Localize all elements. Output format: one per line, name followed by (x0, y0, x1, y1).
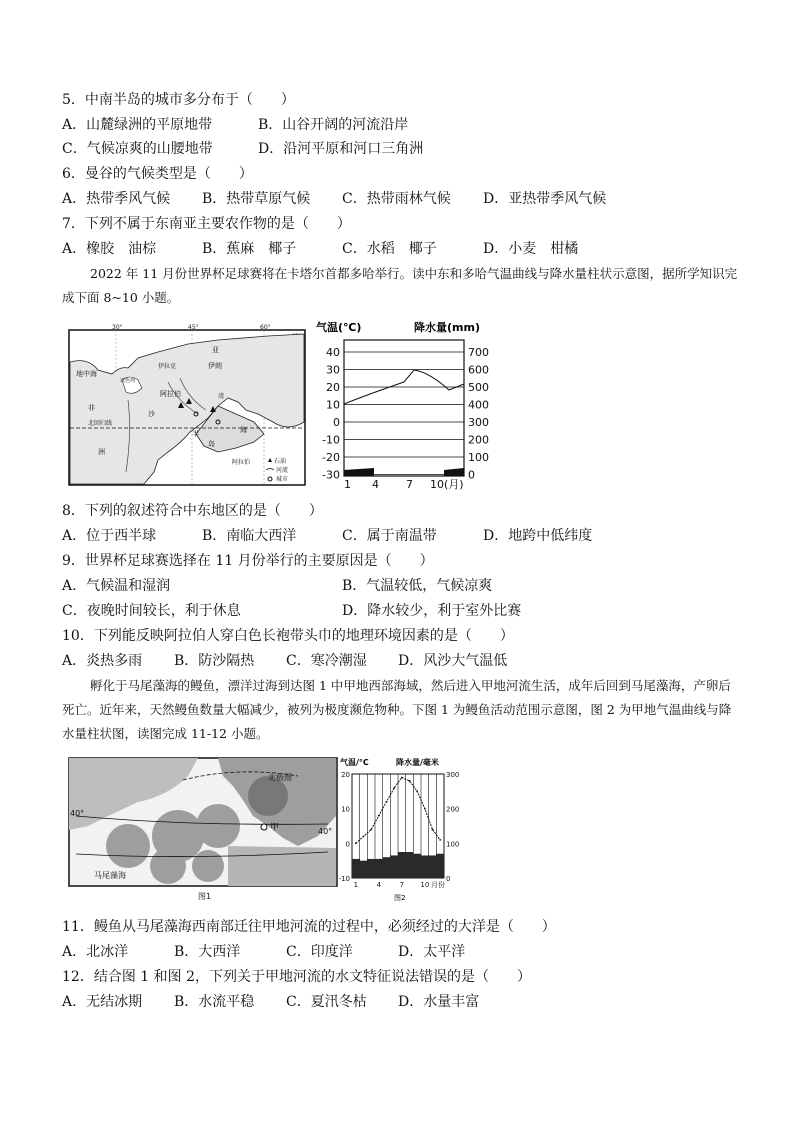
chart1-left-tick: -20 (322, 451, 340, 464)
chart2-month-tick: 10 (420, 881, 430, 889)
chart2-right-tick: 0 (446, 875, 451, 883)
chart2-precip-bar (375, 859, 383, 878)
chart1-left-tick: 10 (326, 398, 340, 412)
q8-option-b[interactable]: B．南临大西洋 (202, 528, 297, 544)
chart1-month-tick: 7 (406, 478, 413, 491)
q12-option-d[interactable]: D．水量丰富 (398, 994, 480, 1010)
chart1-temp-label: 气温(℃) (316, 321, 362, 334)
q5-stem: 5．中南半岛的城市多分布于（ ） (62, 92, 295, 108)
q10-option-b[interactable]: B．防沙隔热 (174, 653, 255, 669)
chart2-temp-point (416, 790, 418, 792)
q9-option-c[interactable]: C．夜晚时间较长，利于休息 (62, 603, 241, 619)
map1-legend-oil: 石油 (274, 458, 287, 465)
chart2-precip-bar (352, 859, 360, 878)
chart1-left-tick: 40 (326, 346, 340, 359)
q12-option-c[interactable]: C．夏汛冬枯 (286, 994, 367, 1010)
map1-place: 沙 (148, 410, 155, 418)
q8-option-c[interactable]: C．属于南温带 (342, 528, 437, 544)
q9-option-a[interactable]: A．气候温和湿润 (62, 578, 171, 594)
chart2-right-tick: 200 (446, 805, 460, 814)
q12-option-b[interactable]: B．水流平稳 (174, 994, 255, 1010)
q10-option-a[interactable]: A．炎热多雨 (62, 653, 143, 669)
chart2-temp-point (355, 842, 357, 844)
map1-place: 半 (192, 430, 199, 438)
q12-stem: 12．结合图 1 和图 2，下列关于甲地河流的水文特征说法错误的是（ ） (62, 969, 531, 985)
map1-legend-river: 河流 (276, 467, 289, 474)
map1-place: 非 (88, 404, 95, 412)
q5-option-a[interactable]: A．山麓绿洲的平原地带 (62, 117, 213, 133)
map2-label-lat: 40° (70, 809, 85, 818)
map1-place: 地中海 (76, 370, 97, 378)
chart2-temp-point (439, 839, 441, 841)
map1-place: 湾 (218, 393, 225, 400)
map1-legend-title: 阿拉伯 (232, 459, 251, 466)
map2-label-arctic-circle: 北极圈 (268, 773, 292, 782)
q10-option-d[interactable]: D．风沙大气温低 (398, 653, 508, 669)
chart2-precip-bar (367, 859, 375, 878)
chart2-precip-bar (429, 855, 437, 878)
chart1-left-tick: -30 (322, 468, 340, 482)
chart1-left-tick: 0 (333, 416, 340, 429)
chart2-left-tick: 0 (345, 840, 350, 849)
q12-option-a[interactable]: A．无结冰期 (62, 994, 143, 1010)
map1-place: 阿拉伯 (160, 390, 181, 398)
doha-climate-chart (314, 320, 510, 494)
chart1-month-tick: 10(月) (430, 478, 464, 491)
chart1-left-tick: -10 (322, 433, 340, 447)
q5-option-d[interactable]: D．沿河平原和河口三角洲 (258, 141, 424, 157)
map1-place: 以色列 (120, 378, 136, 384)
chart2-right-tick: 100 (446, 840, 460, 849)
chart2-precip-label: 降水量/毫米 (396, 758, 439, 767)
q9-option-b[interactable]: B．气温较低，气候凉爽 (342, 578, 493, 594)
chart1-right-tick: 300 (468, 416, 489, 429)
chart2-temp-point (401, 777, 403, 779)
q7-stem: 7．下列不属于东南亚主要农作物的是（ ） (62, 216, 351, 232)
chart2-precip-bar (413, 854, 421, 878)
q7-option-d[interactable]: D．小麦 柑橘 (483, 241, 579, 257)
map2-label-lat: 40° (318, 827, 333, 836)
chart2-precip-bar (398, 852, 406, 878)
chart1-right-tick: 400 (468, 398, 489, 412)
chart2-precip-bar (436, 854, 444, 878)
chart2-temp-point (363, 836, 365, 838)
chart1-precip-label: 降水量(mm) (414, 321, 480, 334)
chart1-right-tick: 100 (468, 451, 489, 464)
chart1-month-tick: 1 (344, 478, 351, 491)
chart2-temp-point (378, 815, 380, 817)
chart2-temp-point (409, 780, 411, 782)
q11-stem: 11．鳗鱼从马尾藻海西南部迁往甲地河流的过程中，必须经过的大洋是（ ） (62, 919, 556, 935)
chart1-right-tick: 700 (468, 346, 489, 359)
chart1-right-tick: 600 (468, 363, 489, 377)
q9-option-d[interactable]: D．降水较少，利于室外比赛 (342, 603, 522, 619)
map1-legend-city: 城市 (276, 476, 289, 483)
chart2-precip-bar (383, 857, 391, 878)
chart2-month-tick: 月份 (431, 881, 445, 889)
chart2-temp-point (393, 787, 395, 789)
figure1-caption: 图1 (198, 892, 212, 901)
q6-option-c[interactable]: C．热带雨林气候 (342, 191, 451, 207)
chart2-precip-bar (360, 861, 368, 878)
q11-option-b[interactable]: B．大西洋 (174, 944, 241, 960)
chart2-left-tick: 10 (341, 805, 350, 814)
chart1-left-tick: 20 (326, 381, 340, 394)
q8-stem: 8．下列的叙述符合中东地区的是（ ） (62, 503, 323, 519)
chart1-right-tick: 0 (468, 468, 475, 482)
map1-place: 亚 (212, 346, 219, 354)
intro-paragraph-1: 2022 年 11 月份世界杯足球赛将在卡塔尔首都多哈举行。读中东和多哈气温曲线与降水量柱状示意图，据所学知识完成下面 8~10 小题。 (62, 266, 738, 305)
chart2-precip-bar (390, 855, 398, 878)
chart1-right-tick: 200 (468, 433, 489, 447)
eel-range-map (68, 756, 338, 906)
map2-label-jia: 甲 (270, 823, 280, 833)
q5-option-b[interactable]: B．山谷开阔的河流沿岸 (258, 117, 409, 133)
chart2-month-tick: 1 (353, 881, 359, 889)
chart2-temp-point (424, 808, 426, 810)
q6-option-d[interactable]: D．亚热带季风气候 (483, 191, 607, 207)
map1-lon-label: 30° (112, 324, 123, 331)
chart2-month-tick: 7 (399, 881, 405, 889)
q6-option-a[interactable]: A．热带季风气候 (62, 191, 171, 207)
map1-place: 洲 (98, 448, 105, 456)
map1-lon-label: 45° (188, 324, 199, 331)
q8-option-a[interactable]: A．位于西半球 (62, 528, 157, 544)
q6-option-b[interactable]: B．热带草原气候 (202, 191, 311, 207)
chart2-temp-point (432, 829, 434, 831)
q5-option-c[interactable]: C．气候凉爽的山腰地带 (62, 141, 213, 157)
q10-stem: 10．下列能反映阿拉伯人穿白色长袍带头巾的地理环境因素的是（ ） (62, 628, 514, 644)
middle-east-map (68, 322, 306, 490)
q11-option-c[interactable]: C．印度洋 (286, 944, 353, 960)
chart1-right-tick: 500 (468, 381, 489, 394)
chart2-temp-point (386, 801, 388, 803)
map1-place: 伊拉克 (158, 363, 177, 370)
chart2-temp-label: 气温/°C (340, 758, 369, 767)
map1-place: 岛 (208, 440, 215, 448)
q7-option-a[interactable]: A．橡胶 油棕 (62, 241, 157, 257)
figure2-caption: 图2 (394, 894, 406, 902)
chart2-right-tick: 300 (446, 771, 460, 779)
q10-option-c[interactable]: C．寒冷潮湿 (286, 653, 367, 669)
chart2-month-tick: 4 (376, 881, 382, 889)
map1-place: 伊朗 (208, 362, 222, 370)
chart2-left-tick: 20 (341, 771, 350, 779)
chart2-precip-bar (421, 855, 429, 878)
map1-place: 海 (240, 426, 247, 434)
q7-option-b[interactable]: B．蕉麻 椰子 (202, 241, 297, 257)
chart1-month-tick: 4 (372, 478, 379, 491)
map1-lon-label: 60° (260, 324, 271, 331)
intro-paragraph-2: 孵化于马尾藻海的鳗鱼，漂洋过海到达图 1 中甲地西部海域，然后进入甲地河流生活，成年后回到马尾藻海，产卵后死亡。近年来，天然鳗鱼数量大幅减少，被列为极度濒危物种。下图 1 为鳗鱼活动范围示意图，图 2 为甲地气温曲线与降水量柱状图，读图完成 11-12 小题。 (62, 678, 732, 741)
q9-stem: 9．世界杯足球赛选择在 11 月份举行的主要原因是（ ） (62, 553, 434, 569)
q8-option-d[interactable]: D．地跨中低纬度 (483, 528, 593, 544)
q11-option-a[interactable]: A．北冰洋 (62, 944, 129, 960)
chart2-precip-bar (406, 852, 414, 878)
map1-place: 北回归线 (88, 420, 113, 427)
chart2-left-tick: -10 (338, 875, 350, 883)
q7-option-c[interactable]: C．水稻 椰子 (342, 241, 437, 257)
jia-climate-chart (340, 756, 462, 906)
chart1-left-tick: 30 (326, 363, 340, 377)
chart2-temp-point (370, 829, 372, 831)
map2-label-sargasso: 马尾藻海 (94, 871, 126, 880)
q11-option-d[interactable]: D．太平洋 (398, 944, 466, 960)
q6-stem: 6．曼谷的气候类型是（ ） (62, 166, 253, 182)
